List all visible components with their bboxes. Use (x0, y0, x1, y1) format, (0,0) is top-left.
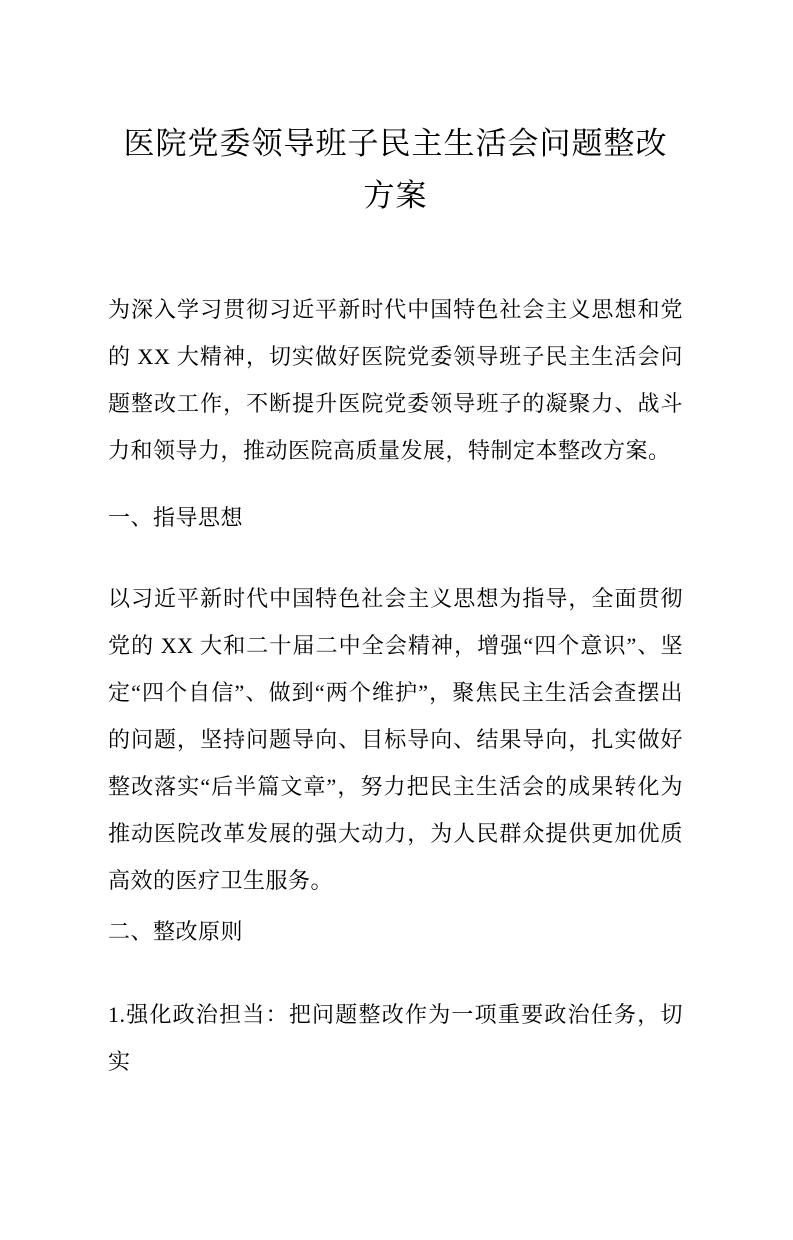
principle-1-paragraph: 1.强化政治担当：把问题整改作为一项重要政治任务，切实 (108, 1002, 683, 1074)
document-page (0, 118, 793, 1240)
guiding-ideology-paragraph: 以习近平新时代中国特色社会主义思想为指导，全面贯彻党的 XX 大和二十届二中全会精神，增强“四个意识”、坚定“四个自信”、做到“两个维护”，聚焦民主生活会查摆出的问题，坚持问题导向、目标导向、结果导向，扎实做好整改落实“后半篇文章”，努力把民主生活会的成果转化为推动医院改革发展的强大动力，为人民群众提供更加优质高效的医疗卫生服务。 (108, 586, 683, 893)
intro-paragraph: 为深入学习贯彻习近平新时代中国特色社会主义思想和党的 XX 大精神，切实做好医院党委领导班子民主生活会问题整改工作，不断提升医院党委领导班子的凝聚力、战斗力和领导力，推动医院高质量发展，特制定本整改方案。 (108, 297, 683, 463)
document-title: 医院党委领导班子民主生活会问题整改方案 (123, 126, 668, 213)
section-heading-rectification-principles: 二、整改原则 (108, 919, 244, 944)
section-heading-guiding-ideology: 一、指导思想 (108, 505, 244, 530)
